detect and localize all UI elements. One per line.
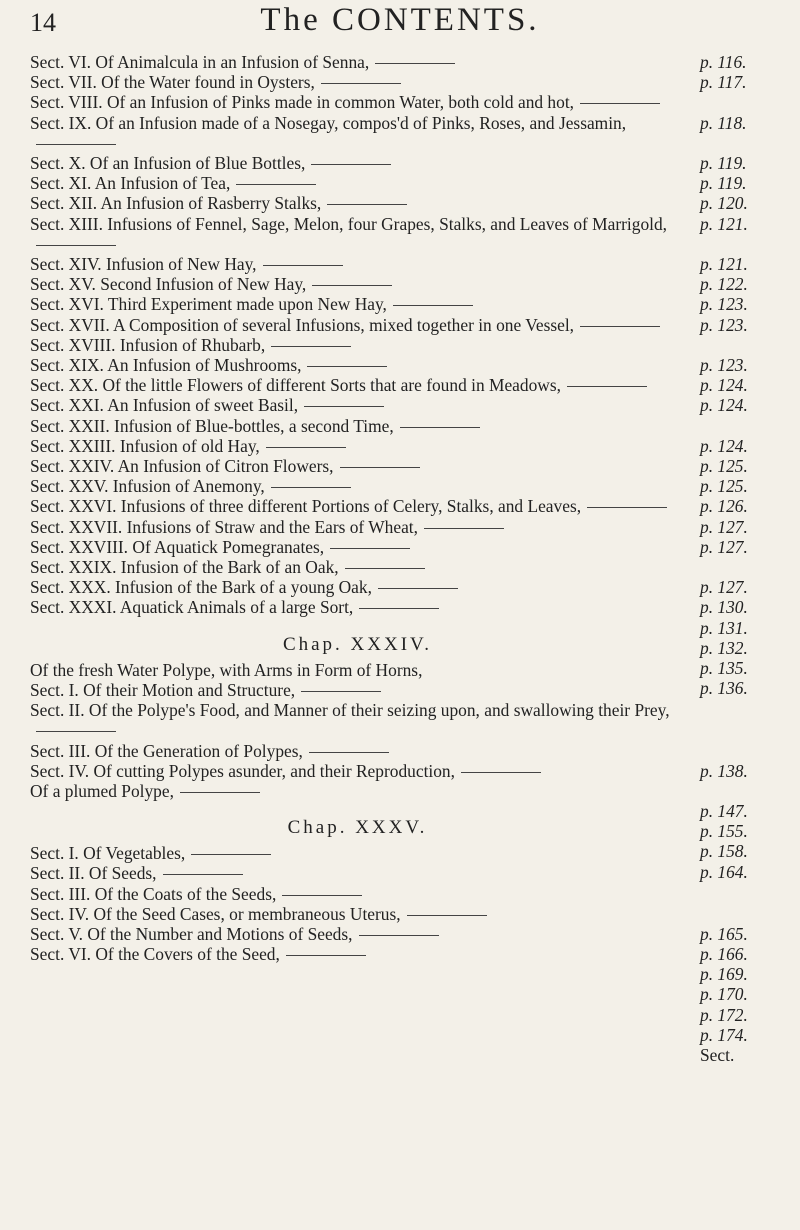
leader-rule: [375, 63, 455, 64]
leader-rule: [180, 792, 260, 793]
leader-rule: [359, 935, 439, 936]
page-ref: p. 147.: [700, 800, 748, 821]
leader-rule: [407, 915, 487, 916]
toc-entry[interactable]: [30, 557, 685, 577]
toc-entry[interactable]: [30, 395, 685, 415]
entry-text: Sect. VIII. Of an Infusion of Pinks made in common Water, both cold and hot,: [30, 92, 574, 113]
leader-rule: [587, 507, 667, 508]
page-ref: p. 122.: [700, 274, 748, 295]
spacer: [700, 133, 780, 153]
entry-text: Sect. II. Of the Polype's Food, and Manner of their seizing upon, and swallowing their Prey,: [30, 700, 670, 721]
page-ref: p. 155.: [700, 821, 748, 842]
toc-entry[interactable]: [30, 781, 685, 801]
page-number: 14: [30, 8, 56, 37]
toc-entry[interactable]: [30, 335, 685, 355]
toc-entry[interactable]: [30, 680, 685, 700]
page-ref: p. 172.: [700, 1004, 748, 1025]
page-ref: p. 121.: [700, 253, 748, 274]
toc-entry[interactable]: [30, 700, 685, 740]
page-ref: p. 125.: [700, 455, 748, 476]
entry-text: Sect. XX. Of the little Flowers of different Sorts that are found in Meadows,: [30, 375, 561, 396]
page-ref: p. 164.: [700, 861, 748, 882]
entry-text: Sect. XXXI. Aquatick Animals of a large Sort,: [30, 597, 354, 618]
page-ref: p. 138.: [700, 760, 748, 781]
leader-rule: [312, 285, 392, 286]
entry-text: Sect. II. Of Seeds,: [30, 863, 157, 884]
toc-entry[interactable]: [30, 863, 685, 883]
page-ref: p. 123.: [700, 294, 748, 315]
leader-rule: [191, 854, 271, 855]
toc-entry[interactable]: [30, 214, 685, 254]
entry-text: Sect. XVI. Third Experiment made upon New Hay,: [30, 294, 387, 315]
spacer: [700, 882, 780, 924]
spacer: [700, 416, 780, 436]
toc-entry[interactable]: [30, 375, 685, 395]
leader-rule: [321, 83, 401, 84]
toc-entry[interactable]: [30, 456, 685, 476]
entry-text: Sect. XIV. Infusion of New Hay,: [30, 254, 257, 275]
page-ref: p. 126.: [700, 496, 748, 517]
toc-entry[interactable]: [30, 577, 685, 597]
page-references: [700, 52, 780, 1065]
toc-entry[interactable]: [30, 52, 685, 72]
entry-text: Sect. XXII. Infusion of Blue-bottles, a second Time,: [30, 415, 394, 436]
leader-rule: [340, 467, 420, 468]
leader-rule: [378, 588, 458, 589]
contents-list: [30, 52, 685, 964]
toc-entry[interactable]: [30, 944, 685, 964]
leader-rule: [163, 874, 243, 875]
entry-text: Sect. VI. Of Animalcula in an Infusion of Senna,: [30, 52, 370, 72]
leader-rule: [309, 752, 389, 753]
leader-rule: [345, 568, 425, 569]
entry-text: Sect. XVIII. Infusion of Rhubarb,: [30, 334, 266, 355]
page-ref: p. 124.: [700, 395, 748, 416]
entry-text: Sect. VI. Of the Covers of the Seed,: [30, 944, 280, 965]
toc-entry[interactable]: [30, 476, 685, 496]
leader-rule: [282, 895, 362, 896]
spacer: [700, 234, 780, 254]
leader-rule: [311, 164, 391, 165]
toc-entry[interactable]: [30, 274, 685, 294]
toc-entry[interactable]: [30, 92, 685, 112]
spacer: [700, 781, 780, 801]
leader-rule: [36, 731, 116, 732]
page-ref: p. 123.: [700, 354, 748, 375]
toc-entry[interactable]: [30, 843, 685, 863]
entry-text: Sect. XXVIII. Of Aquatick Pomegranates,: [30, 536, 325, 557]
leader-rule: [393, 305, 473, 306]
entry-text: Sect. XXX. Infusion of the Bark of a young Oak,: [30, 577, 372, 598]
page-ref: p. 158.: [700, 841, 748, 862]
leader-rule: [271, 487, 351, 488]
entry-text: Sect. XXI. An Infusion of sweet Basil,: [30, 395, 299, 416]
toc-entry[interactable]: [30, 517, 685, 537]
leader-rule: [263, 265, 343, 266]
chapter-subtitle: Of the fresh Water Polype, with Arms in Form of Horns,: [30, 659, 423, 680]
toc-entry[interactable]: [30, 884, 685, 904]
toc-entry[interactable]: [30, 355, 685, 375]
spacer: [700, 335, 780, 355]
page-ref: p. 130.: [700, 597, 748, 618]
page-ref: p. 123.: [700, 314, 748, 335]
toc-entry[interactable]: [30, 72, 685, 92]
leader-rule: [580, 326, 660, 327]
page-ref: p. 136.: [700, 678, 748, 699]
toc-entry[interactable]: [30, 254, 685, 274]
leader-rule: [400, 427, 480, 428]
entry-text: Sect. XII. An Infusion of Rasberry Stalks,: [30, 193, 322, 214]
toc-entry[interactable]: [30, 904, 685, 924]
leader-rule: [266, 447, 346, 448]
chapter-heading: Chap. XXXIV.: [282, 633, 433, 655]
entry-text: Sect. XXVII. Infusions of Straw and the Ears of Wheat,: [30, 516, 418, 537]
page-ref: p. 119.: [700, 173, 747, 194]
leader-rule: [567, 386, 647, 387]
chapter-heading: Chap. XXXV.: [287, 817, 428, 839]
leader-rule: [580, 103, 660, 104]
leader-rule: [36, 245, 116, 246]
page-ref: p. 124.: [700, 375, 748, 396]
page-ref: p. 166.: [700, 944, 748, 964]
spacer: [700, 557, 780, 577]
page-ref: p. 120.: [700, 193, 748, 214]
leader-rule: [286, 955, 366, 956]
page-ref: p. 117.: [700, 72, 747, 93]
page-ref: p. 119.: [700, 152, 747, 173]
page-ref: p. 124.: [700, 435, 748, 456]
toc-entry[interactable]: [30, 436, 685, 456]
entry-text: Sect. IX. Of an Infusion made of a Nosegay, compos'd of Pinks, Roses, and Jessamin,: [30, 112, 627, 133]
entry-text: Of a plumed Polype,: [30, 780, 174, 801]
entry-text: Sect. III. Of the Generation of Polypes,: [30, 740, 303, 761]
page-ref: p. 121.: [700, 213, 748, 234]
entry-text: Sect. X. Of an Infusion of Blue Bottles,: [30, 153, 306, 174]
page-ref: p. 165.: [700, 923, 748, 944]
toc-entry[interactable]: [30, 924, 685, 944]
toc-entry[interactable]: [30, 597, 685, 617]
entry-text: Sect. VII. Of the Water found in Oysters,: [30, 72, 315, 93]
leader-rule: [301, 691, 381, 692]
page-ref: p. 174.: [700, 1024, 748, 1045]
toc-entry[interactable]: [30, 741, 685, 761]
page-ref: p. 116.: [700, 52, 747, 72]
entry-text: Sect. XXVI. Infusions of three different Portions of Celery, Stalks, and Leaves,: [30, 496, 582, 517]
toc-entry[interactable]: [30, 761, 685, 781]
toc-entry[interactable]: [30, 153, 685, 173]
leader-rule: [36, 144, 116, 145]
page-ref: p. 125.: [700, 476, 748, 497]
leader-rule: [330, 548, 410, 549]
leader-rule: [359, 608, 439, 609]
entry-text: Sect. XXIII. Infusion of old Hay,: [30, 435, 260, 456]
page-title: The CONTENTS.: [260, 2, 540, 38]
entry-text: Sect. I. Of their Motion and Structure,: [30, 679, 296, 700]
entry-text: Sect. XVII. A Composition of several Infusions, mixed together in one Vessel,: [30, 314, 575, 335]
page-ref: p. 127.: [700, 536, 748, 557]
spacer: [700, 92, 780, 112]
page-ref: p. 118.: [700, 112, 747, 133]
toc-entry[interactable]: [30, 537, 685, 557]
leader-rule: [236, 184, 316, 185]
page-ref: p. 127.: [700, 577, 748, 598]
page-ref: p. 132.: [700, 637, 748, 658]
entry-text: Sect. XV. Second Infusion of New Hay,: [30, 274, 307, 295]
leader-rule: [307, 366, 387, 367]
catchword: Sect.: [700, 1045, 735, 1066]
entry-text: Sect. XIII. Infusions of Fennel, Sage, Melon, four Grapes, Stalks, and Leaves of Marrigold,: [30, 213, 668, 234]
toc-entry[interactable]: [30, 173, 685, 193]
page-header: [30, 2, 770, 42]
entry-text: Sect. XIX. An Infusion of Mushrooms,: [30, 355, 302, 376]
page-ref: p. 169.: [700, 964, 748, 985]
toc-entry[interactable]: [30, 315, 685, 335]
toc-entry[interactable]: [30, 113, 685, 153]
page-ref: p. 170.: [700, 984, 748, 1005]
entry-text: Sect. IV. Of the Seed Cases, or membraneous Uterus,: [30, 903, 401, 924]
page-ref: p. 135.: [700, 658, 748, 678]
page-ref: p. 131.: [700, 617, 748, 638]
page-ref: p. 127.: [700, 516, 748, 537]
spacer: [700, 740, 780, 760]
leader-rule: [271, 346, 351, 347]
entry-text: Sect. XXIX. Infusion of the Bark of an Oak,: [30, 557, 339, 578]
toc-entry[interactable]: [30, 416, 685, 436]
toc-entry[interactable]: [30, 294, 685, 314]
entry-text: Sect. V. Of the Number and Motions of Seeds,: [30, 923, 353, 944]
entry-text: Sect. XI. An Infusion of Tea,: [30, 173, 231, 194]
spacer: [700, 698, 780, 740]
leader-rule: [461, 772, 541, 773]
entry-text: Sect. I. Of Vegetables,: [30, 843, 186, 864]
entry-text: Sect. IV. Of cutting Polypes asunder, and their Reproduction,: [30, 760, 455, 781]
leader-rule: [304, 406, 384, 407]
toc-entry[interactable]: [30, 496, 685, 516]
toc-entry[interactable]: [30, 193, 685, 213]
entry-text: Sect. XXV. Infusion of Anemony,: [30, 476, 265, 497]
leader-rule: [327, 204, 407, 205]
entry-text: Sect. III. Of the Coats of the Seeds,: [30, 883, 277, 904]
leader-rule: [424, 528, 504, 529]
entry-text: Sect. XXIV. An Infusion of Citron Flowers,: [30, 456, 334, 477]
